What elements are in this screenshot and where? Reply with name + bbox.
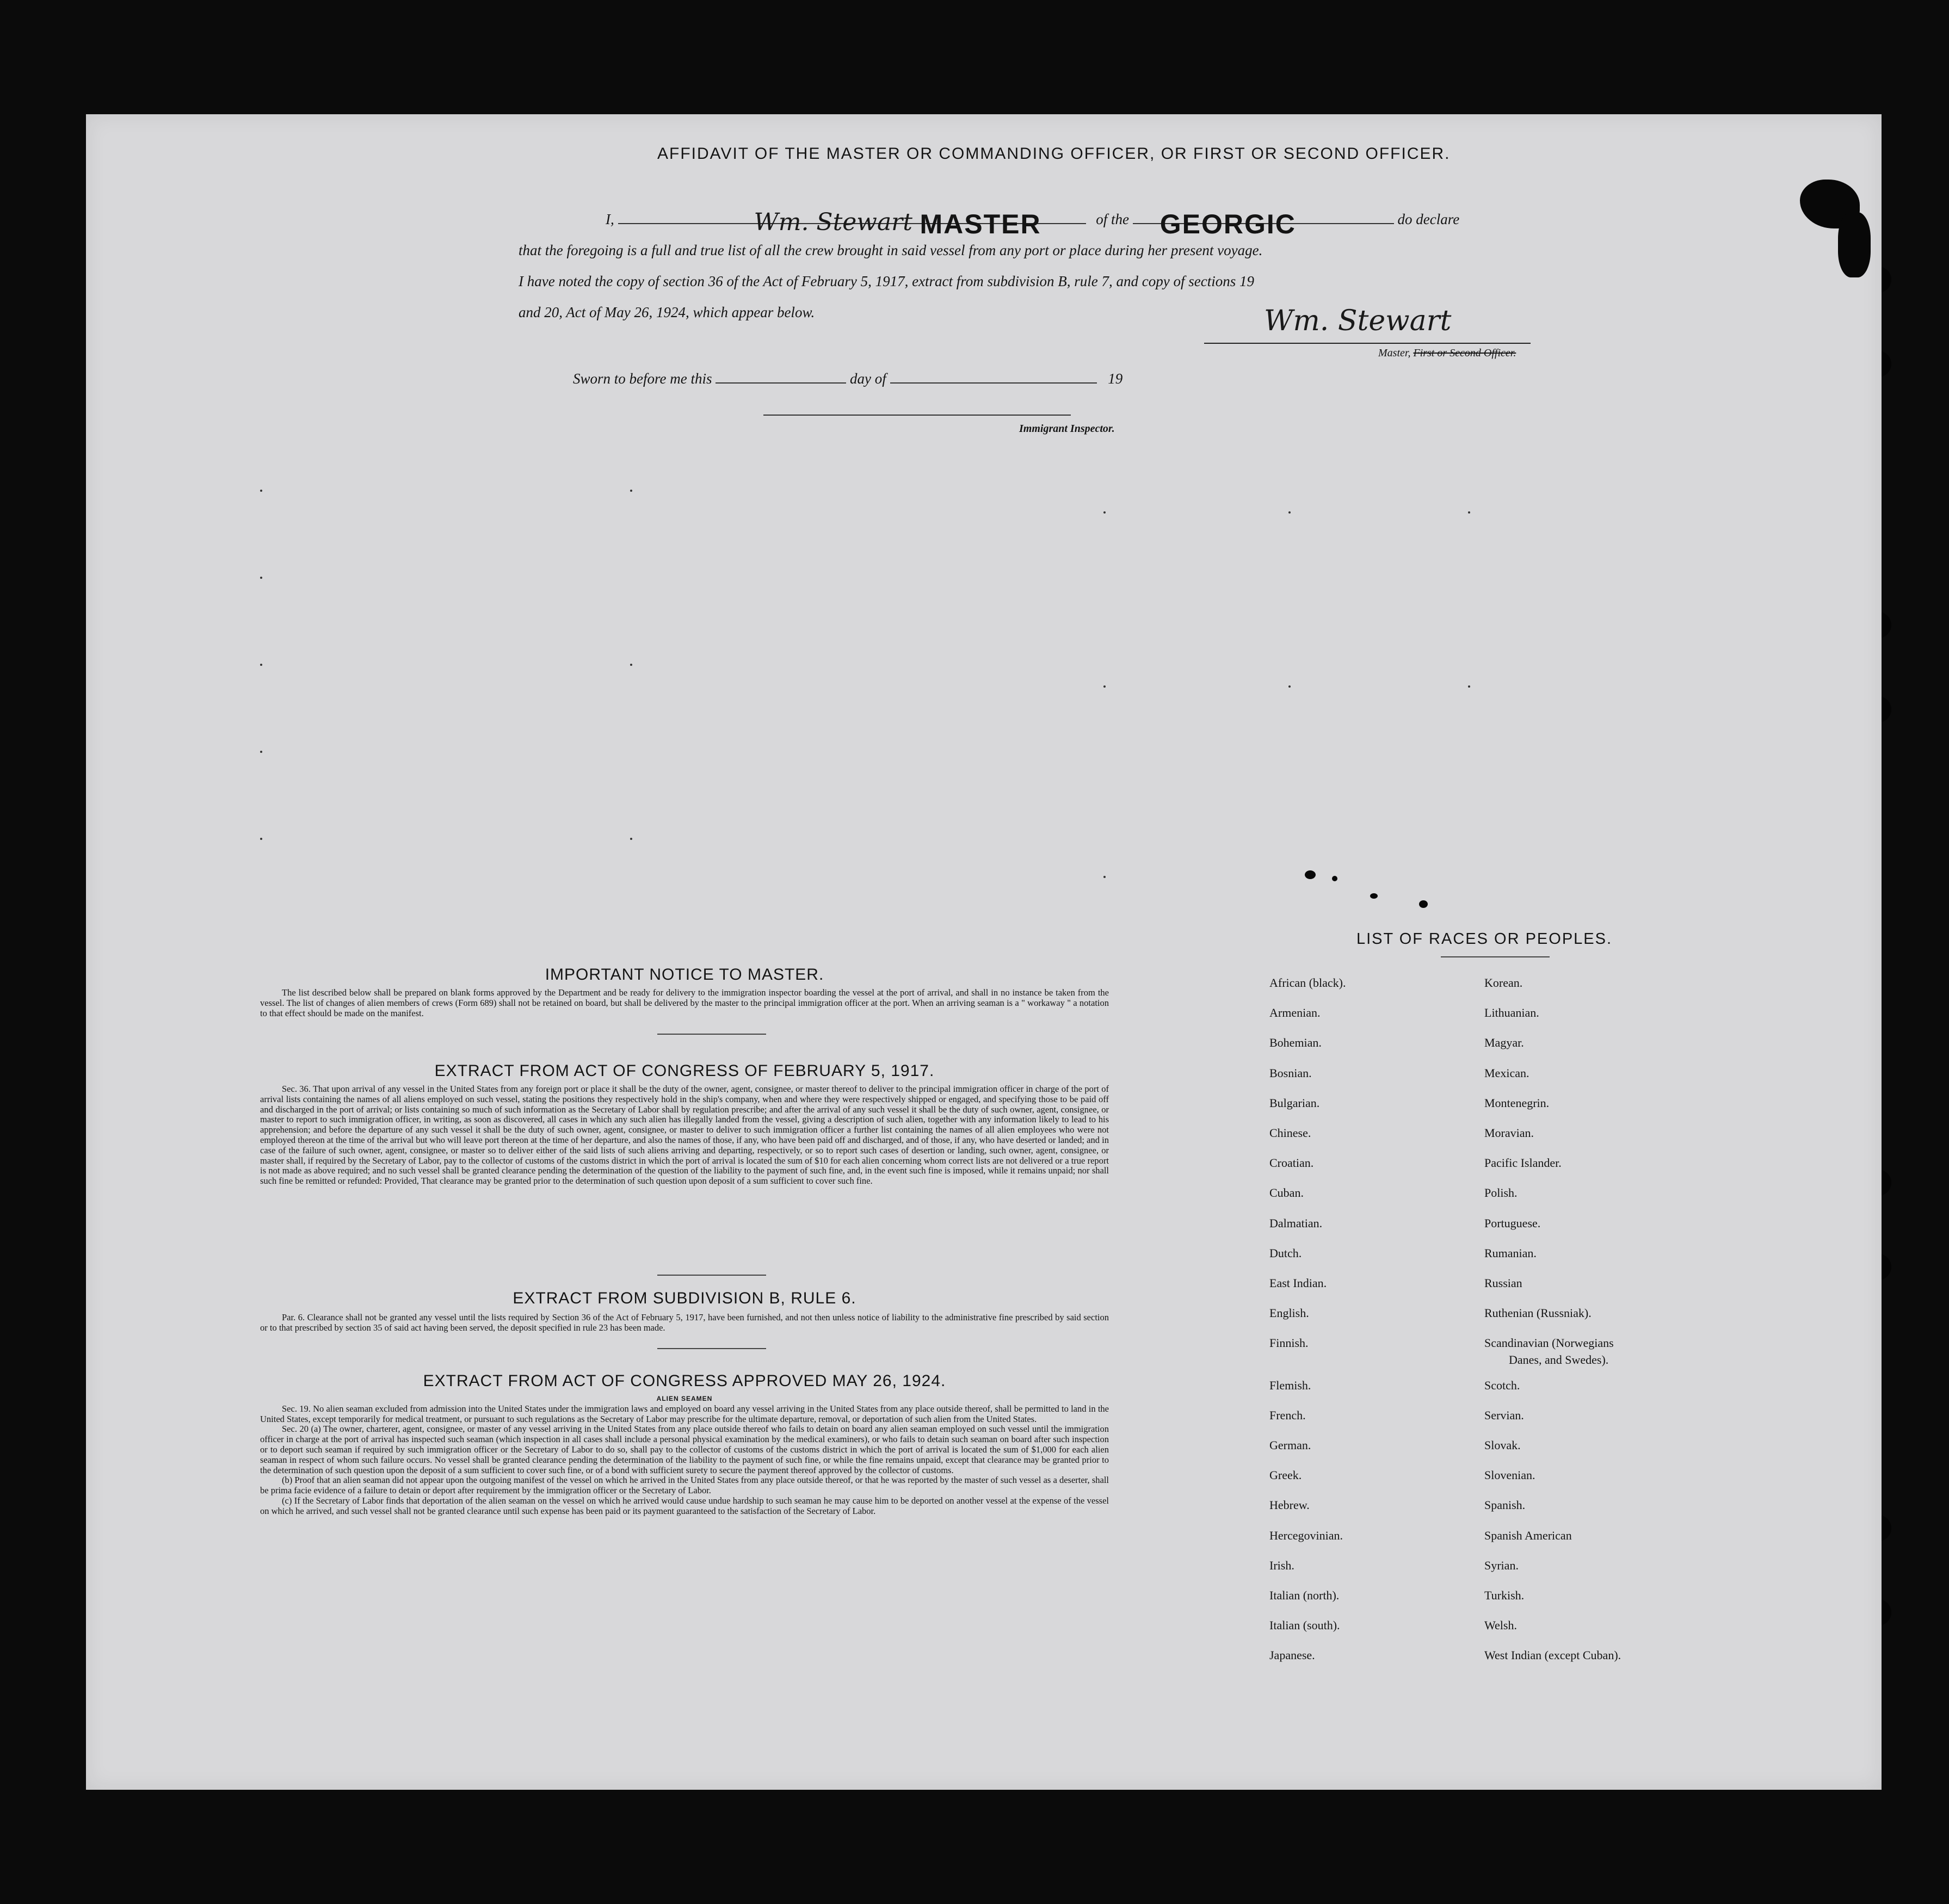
race-item: Finnish. bbox=[1269, 1336, 1309, 1350]
sworn-line bbox=[573, 363, 1335, 394]
sworn-text: Sworn to before me this bbox=[573, 370, 712, 387]
year-prefix: 19 bbox=[1108, 370, 1123, 387]
sec-20a-paragraph: Sec. 20 (a) The owner, charterer, agent, consignee, or master of any vessel arriving in the United States from any place outside thereof who fails to detain on board any alien seaman employed on such vessel until the immigration officer in charge at the port of arrival has inspected such seaman (which inspection in all cases shall include a personal physical examination by the medical examiners), or who fails to detain such seaman on board after such inspection or to deport such seaman if required by such immigration officer or the Secretary of Labor to do so, shall pay to the collector of customs of the customs district in which the port of arrival is located the sum of $1,000 for each alien seaman in respect of whom such failure occurs. No vessel shall be granted clearance pending the determination of the liability to the payment of such fine, or while the fine remains unpaid, except that clearance may be granted prior to the determination of such question upon the deposit of a sum sufficient to cover such fine, or of a bond with sufficient surety to secure the payment thereof approved by the collector of customs. bbox=[260, 1424, 1109, 1475]
caption-officer: First or Second Officer. bbox=[1413, 347, 1516, 359]
race-item: Magyar. bbox=[1484, 1036, 1524, 1050]
extract-1924-title: EXTRACT FROM ACT OF CONGRESS APPROVED MAY 26, 1924. bbox=[423, 1372, 946, 1390]
day-blank bbox=[716, 382, 846, 384]
extract-1924-text bbox=[260, 1394, 1109, 1517]
dot-mark bbox=[1103, 876, 1106, 878]
dot-mark bbox=[1103, 685, 1106, 688]
race-item: Servian. bbox=[1484, 1408, 1524, 1422]
race-item: Croatian. bbox=[1269, 1156, 1314, 1170]
do-declare: do declare bbox=[1397, 211, 1460, 227]
race-item: Slovak. bbox=[1484, 1438, 1521, 1452]
subdivision-text bbox=[260, 1313, 1109, 1333]
declaration-line-4: and 20, Act of May 26, 1924, which appear below. bbox=[519, 304, 815, 320]
role-stamp: MASTER bbox=[920, 209, 1041, 239]
master-signature: Wm. Stewart bbox=[754, 208, 912, 236]
dot-mark bbox=[1468, 685, 1470, 688]
race-item: Spanish American bbox=[1484, 1528, 1572, 1542]
officer-signature: Wm. Stewart bbox=[1264, 305, 1452, 337]
declaration-line-3: I have noted the copy of section 36 of the Act of February 5, 1917, extract from subdivision B, rule 7, and copy of sections 19 bbox=[519, 273, 1254, 289]
sec-19-paragraph: Sec. 19. No alien seaman excluded from admission into the United States under the immigration laws and employed on board any vessel arriving in the United States from any place outside thereof, shall be permitted to land in the United States, except temporarily for medical treatment, or pursuant to such regulations as the Secretary of Labor may prescribe for the ultimate departure, removal, or deportation of such alien from the United States. bbox=[260, 1403, 1109, 1424]
divider bbox=[657, 1275, 766, 1276]
race-item: Dalmatian. bbox=[1269, 1216, 1323, 1230]
race-item: Rumanian. bbox=[1484, 1246, 1537, 1260]
race-item: Bosnian. bbox=[1269, 1066, 1312, 1080]
inspector-line bbox=[763, 415, 1071, 416]
signature-caption bbox=[1378, 347, 1516, 360]
of-the: of the bbox=[1096, 211, 1129, 227]
dot-mark bbox=[260, 664, 262, 666]
subdivision-title: EXTRACT FROM SUBDIVISION B, RULE 6. bbox=[513, 1289, 856, 1307]
dot-mark bbox=[1468, 511, 1470, 514]
race-item: Pacific Islander. bbox=[1484, 1156, 1562, 1170]
document-sheet bbox=[86, 114, 1882, 1790]
race-item: Turkish. bbox=[1484, 1588, 1525, 1602]
ink-spot bbox=[1332, 876, 1337, 881]
race-item: Japanese. bbox=[1269, 1648, 1315, 1662]
signature-line bbox=[1204, 343, 1531, 344]
race-item: Syrian. bbox=[1484, 1558, 1519, 1572]
notice-text bbox=[260, 988, 1109, 1018]
notice-title: IMPORTANT NOTICE TO MASTER. bbox=[545, 966, 824, 984]
race-item: English. bbox=[1269, 1306, 1309, 1320]
day-of-text: day of bbox=[850, 370, 886, 387]
race-item: Montenegrin. bbox=[1484, 1096, 1550, 1110]
race-item: Cuban. bbox=[1269, 1186, 1304, 1200]
dot-mark bbox=[260, 838, 262, 840]
dot-mark bbox=[630, 838, 632, 840]
race-item: Slovenian. bbox=[1484, 1468, 1535, 1482]
race-item: Greek. bbox=[1269, 1468, 1302, 1482]
race-item: Welsh. bbox=[1484, 1618, 1517, 1633]
extract-1917-text bbox=[260, 1084, 1109, 1186]
race-item: East Indian. bbox=[1269, 1276, 1327, 1290]
affidavit-title: AFFIDAVIT OF THE MASTER OR COMMANDING OFFICER, OR FIRST OR SECOND OFFICER. bbox=[657, 145, 1451, 163]
dot-mark bbox=[1288, 511, 1291, 514]
vessel-name: GEORGIC bbox=[1159, 209, 1296, 239]
race-item: Scandinavian (Norwegians bbox=[1484, 1336, 1614, 1350]
race-item: Hebrew. bbox=[1269, 1498, 1310, 1512]
sec-20b-paragraph: (b) Proof that an alien seaman did not appear upon the outgoing manifest of the vessel on which he arrived in the United States from any place outside thereof, or that he was reported by the master of such vessel as a deserter, shall be prima facie evidence of a failure to detain or deport after requirement by the immigration officer or the Secretary of Labor. bbox=[260, 1475, 1109, 1496]
race-item: Lithuanian. bbox=[1484, 1006, 1539, 1020]
ink-spot bbox=[1419, 900, 1428, 908]
officer-signature-block bbox=[1204, 305, 1585, 364]
race-item: Scotch. bbox=[1484, 1378, 1520, 1392]
race-item: Portuguese. bbox=[1484, 1216, 1541, 1230]
race-item: Mexican. bbox=[1484, 1066, 1529, 1080]
race-item: Chinese. bbox=[1269, 1126, 1311, 1140]
name-blank bbox=[618, 208, 1086, 239]
race-item: Hercegovinian. bbox=[1269, 1528, 1343, 1542]
dot-mark bbox=[630, 664, 632, 666]
races-title: LIST OF RACES OR PEOPLES. bbox=[1356, 930, 1613, 948]
dot-mark bbox=[1103, 511, 1106, 514]
race-item: Italian (north). bbox=[1269, 1588, 1340, 1602]
race-item: Armenian. bbox=[1269, 1006, 1321, 1020]
alien-seamen-subtitle: ALIEN SEAMEN bbox=[656, 1395, 713, 1402]
race-item: Dutch. bbox=[1269, 1246, 1302, 1260]
race-item: Korean. bbox=[1484, 976, 1523, 990]
ink-blot bbox=[1838, 212, 1871, 277]
race-item: West Indian (except Cuban). bbox=[1484, 1648, 1621, 1662]
divider bbox=[657, 1034, 766, 1035]
inspector-caption: Immigrant Inspector. bbox=[1019, 423, 1115, 435]
race-item: Bulgarian. bbox=[1269, 1096, 1320, 1110]
race-item: Flemish. bbox=[1269, 1378, 1311, 1392]
race-item: African (black). bbox=[1269, 976, 1346, 990]
month-blank bbox=[890, 382, 1097, 384]
notice-paragraph: The list described below shall be prepared on blank forms approved by the Department and be ready for delivery to the immigration inspector boarding the vessel at the port of arrival, and shall in no instance be taken from the vessel. The list of changes of alien members of crews (Form 689) shall not be retained on board, but shall be delivered by the master to the principal immigration officer at the port. When an arriving seaman is a " workaway " a notation to that effect should be made on the manifest. bbox=[260, 987, 1109, 1018]
dot-mark bbox=[630, 490, 632, 492]
race-item: Spanish. bbox=[1484, 1498, 1526, 1512]
race-item: Russian bbox=[1484, 1276, 1522, 1290]
subdivision-paragraph: Par. 6. Clearance shall not be granted any vessel until the lists required by Section 36 of the Act of February 5, 1917, have been furnished, and not then unless notice of liability to the administrative fine prescribed by said section or to that prescribed by section 35 of said act having been served, the deposit specified in rule 23 has been made. bbox=[260, 1312, 1109, 1333]
race-item: Moravian. bbox=[1484, 1126, 1534, 1140]
extract-1917-paragraph: Sec. 36. That upon arrival of any vessel in the United States from any foreign port or place it shall be the duty of the owner, agent, consignee, or master thereof to deliver to the principal immigration officer in charge of the port of arrival lists containing the names of all aliens employed on such vessel, stating the positions they respectively hold in the ship's company, when and where they were respectively shipped or engaged, and specifying those to be paid off and discharged in the port of arrival; or lists containing so much of such information as the Secretary of Labor shall by regulation prescribe; and after the arrival of any such vessel it shall be the duty of such owner, agent, consignee, or master to report to such immigration officer, in writing, as soon as discovered, all cases in which any such alien has illegally landed from the vessel, giving a description of such alien, together with any information likely to lead to his apprehension; and before the departure of any such vessel it shall be the duty of such owner, agent, consignee, or master to deliver to such immigration officer a further list containing the names of all alien employees who were not employed thereon at the time of the arrival but who will leave port thereon at the time of her departure, and also the names of those, if any, who have been paid off and discharged, and of those, if any, who have deserted or landed; and in case of the failure of such owner, agent, consignee, or master so to deliver either of the said lists of such aliens arriving and departing, respectively, or so to report such cases of desertion or landing, such owner, agent, consignee, or master shall, if required by the Secretary of Labor, pay to the collector of customs of the customs district in which the port of arrival is located the sum of $10 for each alien concerning whom correct lists are not delivered or a true report is not made as above required; and no such vessel shall be granted clearance pending the determination of the question of the liability to the payment of such fine, and, in the event such fine is imposed, while it remains unpaid; nor shall such fine be remitted or refunded: Provided, That clearance may be granted prior to the determination of such question upon deposit of a sum sufficient to cover such fine. bbox=[260, 1084, 1109, 1186]
race-item: Bohemian. bbox=[1269, 1036, 1322, 1050]
declaration-line-1 bbox=[606, 204, 1639, 239]
divider bbox=[657, 1348, 766, 1349]
dot-mark bbox=[260, 751, 262, 753]
sec-20c-paragraph: (c) If the Secretary of Labor finds that deportation of the alien seaman on the vessel on which he arrived would cause undue hardship to such seaman he may cause him to be deported on another vessel at the expense of the vessel on which he arrived, and such vessel shall not be granted clearance until such expense has been paid or its payment guaranteed to the satisfaction of the Secretary of Labor. bbox=[260, 1495, 1109, 1516]
race-right-continuation: Danes, and Swedes). bbox=[1509, 1353, 1609, 1367]
dot-mark bbox=[260, 490, 262, 492]
vessel-blank bbox=[1133, 209, 1394, 239]
dot-mark bbox=[1288, 685, 1291, 688]
caption-master: Master, bbox=[1378, 347, 1411, 359]
race-item: Irish. bbox=[1269, 1558, 1294, 1572]
extract-1917-title: EXTRACT FROM ACT OF CONGRESS OF FEBRUARY 5, 1917. bbox=[434, 1062, 935, 1080]
ink-spot bbox=[1305, 870, 1316, 879]
race-item: French. bbox=[1269, 1408, 1306, 1422]
races-divider bbox=[1441, 956, 1550, 957]
race-item: Italian (south). bbox=[1269, 1618, 1340, 1633]
race-item: Ruthenian (Russniak). bbox=[1484, 1306, 1592, 1320]
ink-spot bbox=[1370, 893, 1378, 899]
dot-mark bbox=[260, 577, 262, 579]
race-item: Polish. bbox=[1484, 1186, 1518, 1200]
race-item: German. bbox=[1269, 1438, 1311, 1452]
declaration-line-2: that the foregoing is a full and true list of all the crew brought in said vessel from any port or place during her present voyage. bbox=[519, 242, 1263, 258]
declaration-i: I, bbox=[606, 211, 614, 227]
